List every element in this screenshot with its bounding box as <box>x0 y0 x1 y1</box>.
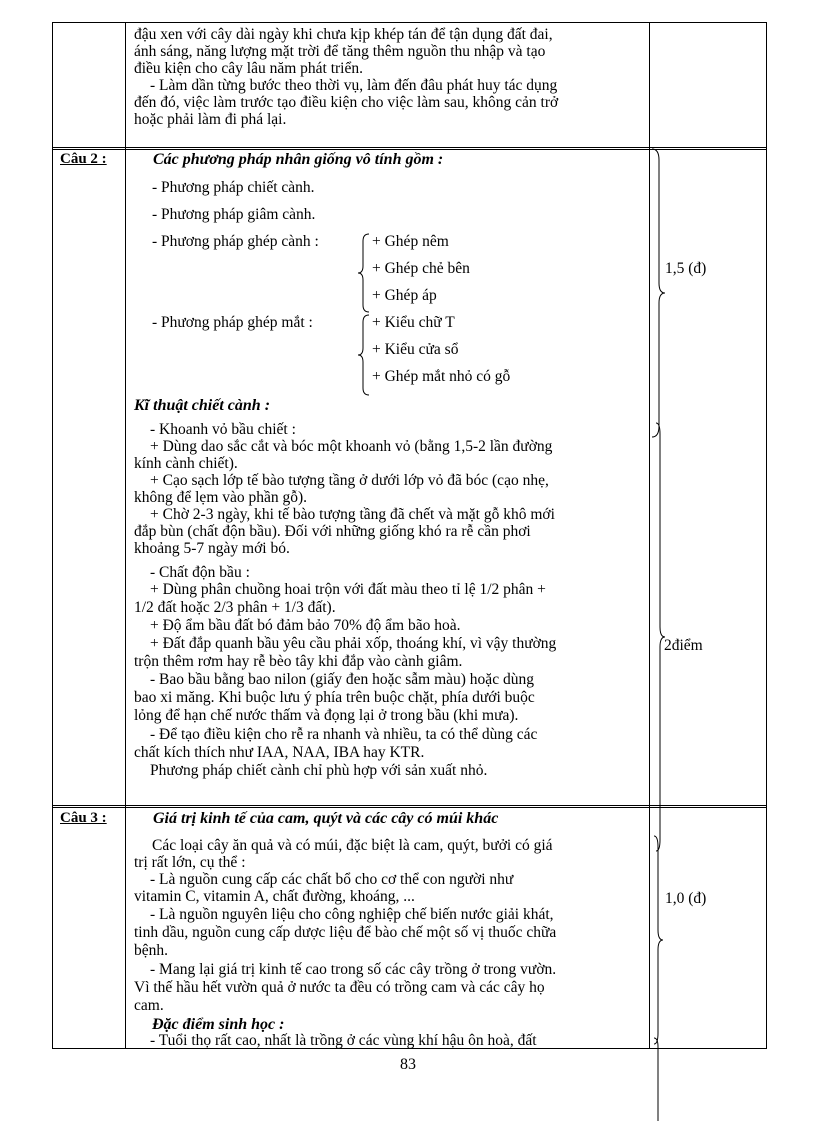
section-heading: Kĩ thuật chiết cành : <box>134 397 271 414</box>
text-line: Phương pháp chiết cành chỉ phù hợp với sản xuất nhỏ. <box>150 762 488 779</box>
text-line: cam. <box>134 997 164 1014</box>
method-item: - Phương pháp ghép cành : <box>152 233 319 250</box>
bud-graft-type: + Ghép mắt nhỏ có gỗ <box>372 368 511 385</box>
text-line: hoặc phải làm đi phá lại. <box>134 111 287 128</box>
clipped-line <box>134 1032 674 1048</box>
text-line: trộn thêm rơm hay rễ bèo tây khi đắp vào cành giâm. <box>134 653 463 670</box>
text-line: + Đất đắp quanh bầu yêu cầu phải xốp, thoáng khí, vì vậy thường <box>150 635 557 652</box>
text-line: - Bao bầu bằng bao nilon (giấy đen hoặc sẫm màu) hoặc dùng <box>150 671 534 688</box>
text-line: 1/2 đất hoặc 2/3 phân + 1/3 đất). <box>134 599 336 616</box>
score-value: 1,5 (đ) <box>665 260 707 277</box>
text-line: bao xi măng. Khi buộc lưu ý phía trên buộc chặt, phía dưới buộc <box>134 689 535 706</box>
section-heading: Các phương pháp nhân giống vô tính gồm : <box>153 151 444 168</box>
text-line: kính cành chiết). <box>134 455 238 472</box>
text-line: - Là nguồn cung cấp các chất bổ cho cơ thể con người như <box>150 871 514 888</box>
text-line: tinh dầu, nguồn cung cấp dược liệu để bào chế một số vị thuốc chữa <box>134 924 557 941</box>
section-heading: Giá trị kinh tế của cam, quýt và các cây có múi khác <box>153 810 499 827</box>
score-value: 2điểm <box>664 637 703 654</box>
text-line: chất kích thích như IAA, NAA, IBA hay KTR. <box>134 744 425 761</box>
text-line: - Chất độn bầu : <box>150 564 250 581</box>
method-item: - Phương pháp giâm cành. <box>152 206 316 223</box>
text-line: - Để tạo điều kiện cho rễ ra nhanh và nhiều, ta có thể dùng các <box>150 726 538 743</box>
graft-type: + Ghép nêm <box>372 233 449 250</box>
text-line: + Cạo sạch lớp tế bào tượng tầng ở dưới lớp vỏ đã bóc (cạo nhẹ, <box>150 472 549 489</box>
left-brace-icon <box>356 233 372 313</box>
score-value: 1,0 (đ) <box>665 890 707 907</box>
text-line: trị rất lớn, cụ thể : <box>134 854 246 871</box>
text-line: ánh sáng, năng lượng mặt trời để tăng thêm nguồn thu nhập và tạo <box>134 43 546 60</box>
text-line: Các loại cây ăn quả và có múi, đặc biệt là cam, quýt, bưởi có giá <box>152 837 553 854</box>
method-item: - Phương pháp chiết cành. <box>152 179 315 196</box>
question-label-2: Câu 2 : <box>60 151 107 167</box>
page-number: 83 <box>400 1056 416 1073</box>
text-line: lỏng để hạn chế nước thấm và đọng lại ở trong bầu (khi mưa). <box>134 707 519 724</box>
graft-type: + Ghép chẻ bên <box>372 260 470 277</box>
text-line: - Là nguồn nguyên liệu cho công nghiệp chế biến nước giải khát, <box>150 906 554 923</box>
graft-type: + Ghép áp <box>372 287 437 304</box>
text-line: + Độ ẩm bầu đất bó đảm bảo 70% độ ẩm bão hoà. <box>150 617 461 634</box>
text-line: bệnh. <box>134 942 169 959</box>
text-line: - Làm dần từng bước theo thời vụ, làm đến đâu phát huy tác dụng <box>150 77 558 94</box>
text-line: không để lẹm vào phần gỗ). <box>134 489 308 506</box>
text-line: khoảng 5-7 ngày mới bó. <box>134 540 290 557</box>
text-line: đậu xen với cây dài ngày khi chưa kịp khép tán để tận dụng đất đai, <box>134 26 553 43</box>
text-line: vitamin C, vitamin A, chất đường, khoáng, ... <box>134 888 415 905</box>
question-label-3: Câu 3 : <box>60 810 107 826</box>
left-brace-icon <box>356 314 372 396</box>
column-divider-label <box>125 23 126 1048</box>
text-line: Vì thế hầu hết vườn quả ở nước ta đều có trồng cam và các cây họ <box>134 979 545 996</box>
text-line: - Tuổi thọ rất cao, nhất là trồng ở các vùng khí hậu ôn hoà, đất <box>150 1032 537 1048</box>
method-item: - Phương pháp ghép mắt : <box>152 314 313 331</box>
right-brace-icon <box>652 835 666 1045</box>
text-line: - Khoanh vỏ bầu chiết : <box>150 421 296 438</box>
right-brace-icon <box>652 1037 666 1122</box>
text-line: - Mang lại giá trị kinh tế cao trong số các cây trồng ở trong vườn. <box>150 961 557 978</box>
text-line: + Dùng phân chuồng hoai trộn với đất màu theo tỉ lệ 1/2 phân + <box>150 581 546 598</box>
text-line: đến đó, việc làm trước tạo điều kiện cho việc làm sau, không cản trở <box>134 94 559 111</box>
right-brace-icon <box>650 148 668 438</box>
text-line: đắp bùn (chất độn bầu). Đối với những giống khó ra rễ cần phơi <box>134 523 531 540</box>
text-line: + Chờ 2-3 ngày, khi tế bào tượng tầng đã chết và mặt gỗ khô mới <box>150 506 555 523</box>
text-line: + Dùng dao sắc cắt và bóc một khoanh vỏ (bằng 1,5-2 lần đường <box>150 438 553 455</box>
section-heading: Đặc điểm sinh học : <box>152 1016 285 1033</box>
bud-graft-type: + Kiểu chữ T <box>372 314 455 331</box>
bud-graft-type: + Kiểu cửa sổ <box>372 341 459 358</box>
text-line: điều kiện cho cây lâu năm phát triển. <box>134 60 363 77</box>
